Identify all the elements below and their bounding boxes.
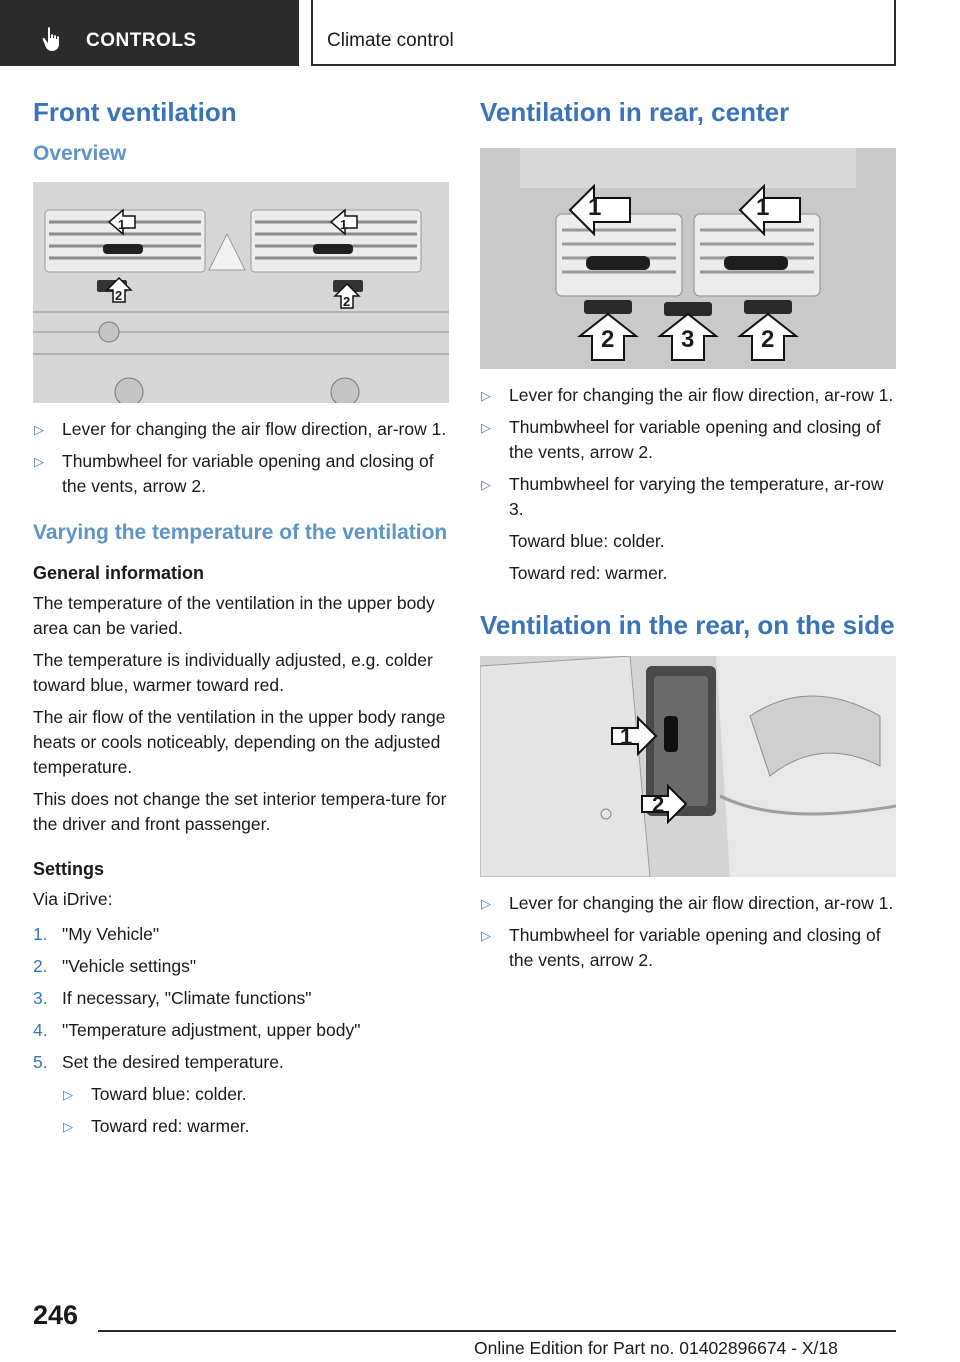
front-ventilation-heading: Front ventilation <box>33 97 237 127</box>
list-item: ▷ Lever for changing the air flow direction, ar-row 1. <box>33 417 449 442</box>
front-overview-list <box>33 417 449 499</box>
paragraph: The air flow of the ventilation in the upper body range heats or cools noticeably, depending on the adjusted temperature. <box>33 707 446 777</box>
step-number: 3. <box>33 988 48 1008</box>
general-information-heading: General information <box>33 563 205 583</box>
rear-center-heading: Ventilation in rear, center <box>480 97 790 127</box>
footer-divider <box>98 1330 896 1332</box>
bullet-triangle-icon: ▷ <box>481 477 491 492</box>
bullet-triangle-icon: ▷ <box>34 422 44 437</box>
rear-side-heading: Ventilation in the rear, on the side <box>480 610 895 640</box>
list-item: ▷ Thumbwheel for variable opening and closing of the vents, arrow 2. <box>481 417 881 462</box>
list-item: ▷ Lever for changing the air flow direction, ar-row 1. <box>480 891 896 916</box>
edition-footer: Online Edition for Part no. 01402896674 - X/18 <box>474 1338 838 1358</box>
step-number: 4. <box>33 1020 48 1040</box>
settings-steps <box>33 922 449 1139</box>
bullet-triangle-icon: ▷ <box>481 896 491 911</box>
page-number: 246 <box>33 1300 79 1330</box>
bullet-triangle-icon: ▷ <box>63 1119 73 1134</box>
step5-sublist <box>62 1082 449 1139</box>
list-item: ▷ Thumbwheel for varying the temperature, ar-row 3. Toward blue: colder. Toward red: warmer. <box>480 472 896 586</box>
callout-1a: 1 <box>118 217 126 232</box>
list-item: 5. Set the desired temperature. ▷ Toward blue: colder. ▷ Toward red: warmer. <box>33 1050 449 1139</box>
callout-2a: 2 <box>601 326 615 353</box>
rear-side-list <box>480 891 896 973</box>
list-item: ▷ Thumbwheel for variable opening and closing of the vents, arrow 2. <box>481 925 881 970</box>
bullet-triangle-icon: ▷ <box>481 420 491 435</box>
rear-center-list <box>480 383 896 586</box>
chapter-title: Climate control <box>327 30 454 51</box>
callout-1b: 1 <box>756 194 770 221</box>
paragraph: The temperature of the ventilation in the upper body area can be varied. <box>33 593 435 638</box>
section-title: CONTROLS <box>86 30 197 51</box>
note-warmer: Toward red: warmer. <box>509 563 668 583</box>
list-item: 4. "Temperature adjustment, upper body" <box>33 1018 449 1043</box>
page-header <box>0 0 960 66</box>
bullet-triangle-icon: ▷ <box>481 928 491 943</box>
list-item: 3. If necessary, "Climate functions" <box>33 986 449 1011</box>
callout-1: 1 <box>620 724 633 749</box>
step-number: 1. <box>33 924 48 944</box>
callout-3: 3 <box>681 326 695 353</box>
list-item: 1. "My Vehicle" <box>33 922 449 947</box>
front-vents-drawing <box>33 182 449 403</box>
right-column <box>480 96 896 980</box>
paragraph: This does not change the set interior tempera-ture for the driver and front passenger. <box>33 789 447 834</box>
callout-2b: 2 <box>343 294 351 309</box>
list-item: ▷ Toward red: warmer. <box>62 1114 449 1139</box>
rear-center-vents-image <box>480 148 896 369</box>
callout-1b: 1 <box>340 217 348 232</box>
hand-pointer-icon <box>40 26 66 52</box>
overview-heading: Overview <box>33 142 127 165</box>
paragraph: The temperature is individually adjusted, e.g. colder toward blue, warmer toward red. <box>33 650 433 695</box>
list-item: ▷ Lever for changing the air flow direction, ar-row 1. <box>480 383 896 408</box>
rear-side-vent-drawing <box>480 656 896 877</box>
list-item: ▷ Thumbwheel for variable opening and closing of the vents, arrow 2. <box>34 451 434 496</box>
temperature-heading: Varying the temperature of the ventilation <box>33 521 448 544</box>
bullet-triangle-icon: ▷ <box>481 388 491 403</box>
step-number: 5. <box>33 1052 48 1072</box>
callout-2: 2 <box>652 792 665 817</box>
bullet-triangle-icon: ▷ <box>63 1087 73 1102</box>
callout-2b: 2 <box>761 326 775 353</box>
note-colder: Toward blue: colder. <box>509 531 665 551</box>
front-vents-image <box>33 182 449 403</box>
bullet-triangle-icon: ▷ <box>34 454 44 469</box>
step-number: 2. <box>33 956 48 976</box>
section-tab <box>0 0 299 66</box>
chapter-tab <box>311 0 896 66</box>
rear-side-vent-image <box>480 656 896 877</box>
list-item: 2. "Vehicle settings" <box>33 954 449 979</box>
callout-1a: 1 <box>588 194 602 221</box>
left-column <box>33 96 449 1146</box>
list-item: ▷ Toward blue: colder. <box>62 1082 449 1107</box>
callout-2a: 2 <box>115 288 123 303</box>
settings-heading: Settings <box>33 859 105 879</box>
settings-intro: Via iDrive: <box>33 889 113 909</box>
